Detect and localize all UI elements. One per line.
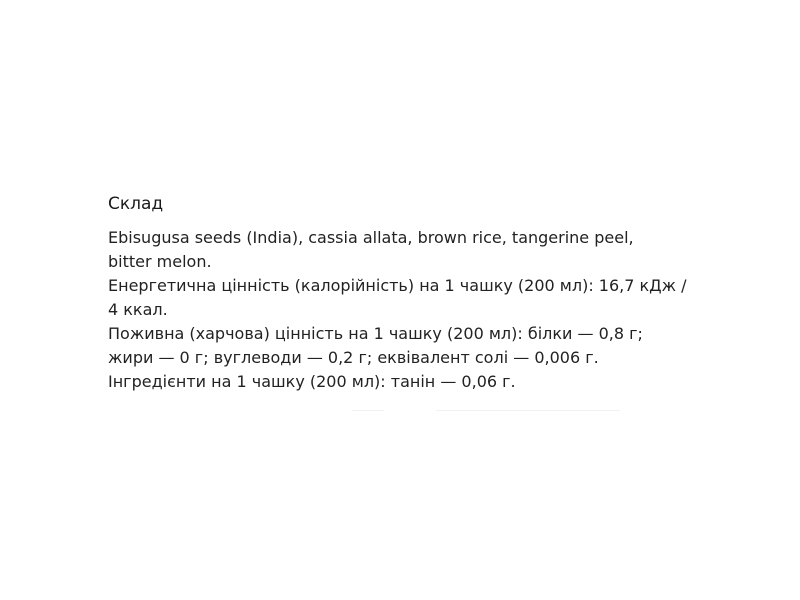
composition-section <box>108 192 708 394</box>
section-heading: Склад <box>108 194 164 214</box>
nutrition-line-1: Поживна (харчова) цінність на 1 чашку (200 мл): білки — 0,8 г; <box>108 324 643 343</box>
divider <box>352 410 384 411</box>
tannin-line: Інгредієнти на 1 чашку (200 мл): танін — 0,06 г. <box>108 372 516 391</box>
ingredients-line-1: Ebisugusa seeds (India), cassia allata, brown rice, tangerine peel, <box>108 228 634 247</box>
energy-value-line-1: Енергетична цінність (калорійність) на 1 чашку (200 мл): 16,7 кДж / <box>108 276 687 295</box>
ingredients-line-2: bitter melon. <box>108 252 212 271</box>
nutrition-line-2: жири — 0 г; вуглеводи — 0,2 г; еквівалент солі — 0,006 г. <box>108 348 599 367</box>
energy-value-line-2: 4 ккал. <box>108 300 168 319</box>
divider <box>436 410 620 411</box>
